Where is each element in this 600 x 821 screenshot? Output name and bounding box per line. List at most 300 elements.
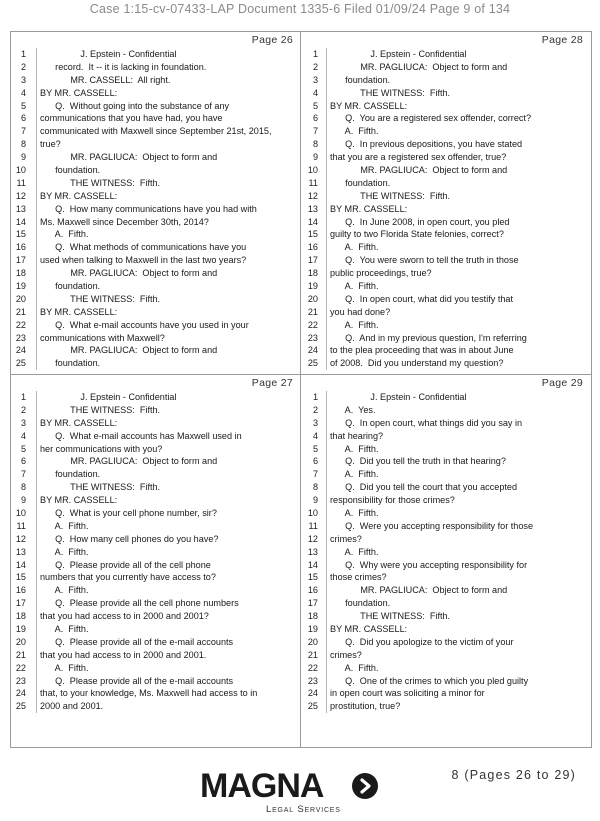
line-gutter-rule: [36, 293, 37, 306]
line-text: BY MR. CASSELL:: [330, 203, 408, 214]
line-number: 2: [312, 61, 318, 72]
line-number: 8: [20, 482, 26, 493]
line-gutter-rule: [326, 293, 327, 306]
line-number: 14: [15, 216, 26, 227]
line-gutter-rule: [36, 241, 37, 254]
transcript-line: [11, 87, 301, 100]
transcript-line: [11, 546, 301, 559]
line-gutter-rule: [36, 700, 37, 713]
transcript-line: [301, 494, 591, 507]
line-text: that you are a registered sex offender, true?: [330, 152, 507, 163]
line-gutter-rule: [36, 203, 37, 216]
transcript-line: [301, 254, 591, 267]
line-gutter-rule: [36, 571, 37, 584]
transcript-line: [301, 125, 591, 138]
line-text: THE WITNESS: Fifth.: [330, 611, 451, 622]
line-number: 11: [16, 520, 26, 531]
transcript-line: [11, 468, 301, 481]
transcript-line: [11, 584, 301, 597]
transcript-line: [11, 319, 301, 332]
transcript-line: [301, 228, 591, 241]
line-text: Q. What e-mail accounts has Maxwell used in: [40, 430, 242, 441]
line-number: 21: [15, 649, 26, 660]
transcript-line: [11, 404, 301, 417]
line-number: 5: [20, 443, 26, 454]
line-text: A. Fifth.: [330, 443, 379, 454]
line-number: 10: [15, 165, 26, 176]
line-gutter-rule: [326, 190, 327, 203]
line-number: 7: [312, 126, 318, 137]
line-gutter-rule: [36, 151, 37, 164]
line-text: MR. PAGLIUCA: Object to form and: [40, 152, 218, 163]
arrow-circle-icon: [352, 773, 378, 799]
line-number: 12: [15, 190, 26, 201]
line-gutter-rule: [36, 468, 37, 481]
line-gutter-rule: [36, 280, 37, 293]
line-text: A. Fifth.: [330, 126, 379, 137]
line-text: Q. You were sworn to tell the truth in those: [330, 255, 519, 266]
transcript-line: [301, 319, 591, 332]
transcript-line: [301, 559, 591, 572]
line-gutter-rule: [36, 494, 37, 507]
line-text: A. Fifth.: [40, 229, 89, 240]
page-number: Page 26: [251, 34, 293, 46]
line-text: foundation.: [40, 358, 101, 369]
line-gutter-rule: [326, 455, 327, 468]
transcript-line: [301, 687, 591, 700]
transcript-line: [301, 443, 591, 456]
line-text: foundation.: [40, 281, 101, 292]
line-number: 12: [15, 533, 26, 544]
line-gutter-rule: [36, 584, 37, 597]
transcript-line: [11, 164, 301, 177]
transcript-line: [11, 357, 301, 370]
line-number: 1: [312, 49, 318, 59]
line-text: that hearing?: [330, 430, 384, 441]
line-number: 20: [15, 293, 26, 304]
line-gutter-rule: [36, 100, 37, 113]
line-gutter-rule: [326, 203, 327, 216]
line-text: used when talking to Maxwell in the last two years?: [40, 255, 247, 266]
line-number: 18: [15, 268, 26, 279]
line-number: 23: [307, 675, 318, 686]
transcript-line: [11, 293, 301, 306]
line-text: Q. You are a registered sex offender, correct?: [330, 113, 532, 124]
transcript-line: [301, 649, 591, 662]
line-number: 24: [15, 345, 26, 356]
line-text: that you had access to in 2000 and 2001.: [40, 649, 207, 660]
transcript-line: [301, 190, 591, 203]
transcript-line: [11, 344, 301, 357]
line-number: 6: [20, 456, 26, 467]
line-number: 21: [15, 306, 26, 317]
line-number: 19: [15, 624, 26, 635]
line-number: 25: [307, 358, 318, 369]
line-number: 6: [312, 113, 318, 124]
line-gutter-rule: [326, 494, 327, 507]
line-text: BY MR. CASSELL:: [40, 417, 118, 428]
line-number: 3: [312, 74, 318, 85]
transcript-line: [301, 520, 591, 533]
line-gutter-rule: [36, 610, 37, 623]
line-text: J. Epstein - Confidential: [330, 392, 467, 402]
transcript-line: [301, 636, 591, 649]
transcript-line: [301, 293, 591, 306]
transcript-line: [11, 177, 301, 190]
line-text: Q. In June 2008, in open court, you pled: [330, 216, 510, 227]
transcript-line: [11, 74, 301, 87]
line-number: 3: [20, 74, 26, 85]
line-number: 12: [307, 533, 318, 544]
transcript-line: [301, 597, 591, 610]
line-number: 2: [20, 404, 26, 415]
line-gutter-rule: [326, 344, 327, 357]
transcript-line: [301, 481, 591, 494]
line-text: those crimes?: [330, 572, 387, 583]
line-gutter-rule: [36, 164, 37, 177]
line-text: Q. Did you tell the truth in that hearing?: [330, 456, 506, 467]
line-text: A. Fifth.: [40, 662, 89, 673]
transcript-line: [11, 417, 301, 430]
line-number: 17: [307, 598, 318, 609]
line-number: 23: [15, 675, 26, 686]
line-number: 20: [307, 293, 318, 304]
transcript-line: [11, 494, 301, 507]
line-text: to the plea proceeding that was in about June: [330, 345, 514, 356]
line-text: A. Fifth.: [330, 319, 379, 330]
transcript-line: [301, 417, 591, 430]
line-number: 19: [307, 624, 318, 635]
line-gutter-rule: [326, 520, 327, 533]
transcript-line: [11, 267, 301, 280]
transcript-line: [301, 700, 591, 713]
line-gutter-rule: [326, 280, 327, 293]
line-text: MR. PAGLIUCA: Object to form and: [40, 268, 218, 279]
transcript-line: [11, 520, 301, 533]
line-gutter-rule: [36, 61, 37, 74]
line-gutter-rule: [326, 700, 327, 713]
line-gutter-rule: [36, 344, 37, 357]
line-text: crimes?: [330, 533, 362, 544]
line-gutter-rule: [326, 584, 327, 597]
line-text: Q. In previous depositions, you have stated: [330, 139, 523, 150]
line-text: prostitution, true?: [330, 701, 401, 712]
transcript-lines: [11, 391, 301, 713]
line-text: THE WITNESS: Fifth.: [40, 293, 161, 304]
line-gutter-rule: [36, 533, 37, 546]
transcript-line: [301, 164, 591, 177]
line-number: 16: [15, 242, 26, 253]
transcript-line: [301, 571, 591, 584]
line-number: 9: [312, 495, 318, 506]
line-gutter-rule: [326, 357, 327, 370]
line-text: Q. Please provide all of the cell phone: [40, 559, 211, 570]
line-gutter-rule: [326, 417, 327, 430]
line-number: 10: [307, 508, 318, 519]
line-gutter-rule: [36, 357, 37, 370]
transcript-line: [301, 267, 591, 280]
line-text: Q. Please provide all of the e-mail accounts: [40, 675, 234, 686]
line-gutter-rule: [36, 662, 37, 675]
transcript-line: [301, 332, 591, 345]
line-text: communications that you have had, you have: [40, 113, 223, 124]
line-text: you had done?: [330, 306, 391, 317]
line-gutter-rule: [36, 417, 37, 430]
line-number: 8: [312, 482, 318, 493]
line-text: A. Fifth.: [330, 546, 379, 557]
transcript-page-28: [301, 32, 591, 374]
line-number: 15: [15, 229, 26, 240]
line-gutter-rule: [326, 87, 327, 100]
line-gutter-rule: [326, 177, 327, 190]
transcript-line: [301, 61, 591, 74]
transcript-grid: [10, 31, 592, 748]
line-gutter-rule: [326, 228, 327, 241]
transcript-line: [11, 649, 301, 662]
line-text: Q. Why were you accepting responsibility for: [330, 559, 528, 570]
transcript-line: [11, 481, 301, 494]
line-number: 25: [15, 358, 26, 369]
line-number: 1: [20, 392, 26, 402]
transcript-line: [301, 455, 591, 468]
transcript-line: [11, 241, 301, 254]
line-gutter-rule: [36, 332, 37, 345]
line-text: BY MR. CASSELL:: [330, 100, 408, 111]
transcript-line: [11, 48, 301, 61]
line-text: foundation.: [40, 165, 101, 176]
line-gutter-rule: [326, 481, 327, 494]
line-number: 22: [307, 662, 318, 673]
line-text: Q. One of the crimes to which you pled guilty: [330, 675, 529, 686]
line-number: 3: [20, 417, 26, 428]
transcript-line: [11, 662, 301, 675]
line-text: A. Yes.: [330, 404, 376, 415]
line-number: 2: [312, 404, 318, 415]
line-number: 4: [312, 87, 318, 98]
line-number: 13: [15, 546, 26, 557]
line-number: 13: [15, 203, 26, 214]
line-text: Q. How many cell phones do you have?: [40, 533, 219, 544]
line-gutter-rule: [326, 319, 327, 332]
line-gutter-rule: [36, 216, 37, 229]
line-number: 5: [312, 100, 318, 111]
line-text: Q. In open court, what did you testify that: [330, 293, 513, 304]
line-number: 4: [20, 87, 26, 98]
line-number: 17: [15, 255, 26, 266]
transcript-lines: [301, 391, 591, 713]
line-text: Q. Did you apologize to the victim of your: [330, 636, 514, 647]
line-text: public proceedings, true?: [330, 268, 432, 279]
transcript-line: [301, 138, 591, 151]
line-text: A. Fifth.: [330, 508, 379, 519]
line-text: Q. What e-mail accounts have you used in your: [40, 319, 249, 330]
line-gutter-rule: [326, 533, 327, 546]
line-number: 4: [20, 430, 26, 441]
line-gutter-rule: [326, 391, 327, 404]
page-number: Page 29: [541, 377, 583, 389]
line-text: A. Fifth.: [330, 662, 379, 673]
line-number: 20: [307, 636, 318, 647]
line-text: THE WITNESS: Fifth.: [330, 190, 451, 201]
line-number: 18: [307, 611, 318, 622]
line-text: Q. Did you tell the court that you accepted: [330, 482, 518, 493]
line-gutter-rule: [326, 623, 327, 636]
transcript-line: [11, 61, 301, 74]
transcript-line: [301, 533, 591, 546]
line-text: 2000 and 2001.: [40, 701, 104, 712]
line-text: Q. Were you accepting responsibility for those: [330, 520, 534, 531]
transcript-line: [11, 675, 301, 688]
line-number: 20: [15, 636, 26, 647]
page-number: Page 28: [541, 34, 583, 46]
line-gutter-rule: [36, 138, 37, 151]
line-number: 9: [312, 152, 318, 163]
line-gutter-rule: [326, 649, 327, 662]
line-gutter-rule: [326, 468, 327, 481]
page-range: 8 (Pages 26 to 29): [451, 768, 576, 782]
line-text: MR. PAGLIUCA: Object to form and: [40, 456, 218, 467]
transcript-line: [11, 203, 301, 216]
line-gutter-rule: [326, 443, 327, 456]
line-text: Q. How many communications have you had with: [40, 203, 257, 214]
line-number: 18: [307, 268, 318, 279]
line-gutter-rule: [326, 254, 327, 267]
transcript-line: [11, 391, 301, 404]
line-number: 22: [307, 319, 318, 330]
line-text: communicated with Maxwell since September 21st, 2015,: [40, 126, 272, 137]
line-number: 7: [20, 469, 26, 480]
transcript-lines: [301, 48, 591, 370]
line-text: foundation.: [330, 598, 391, 609]
transcript-line: [11, 700, 301, 713]
line-text: J. Epstein - Confidential: [330, 49, 467, 59]
line-number: 7: [20, 126, 26, 137]
line-number: 16: [307, 242, 318, 253]
page-number: Page 27: [251, 377, 293, 389]
line-gutter-rule: [326, 546, 327, 559]
line-gutter-rule: [36, 520, 37, 533]
line-text: foundation.: [330, 177, 391, 188]
line-gutter-rule: [36, 112, 37, 125]
line-text: A. Fifth.: [40, 520, 89, 531]
transcript-line: [301, 662, 591, 675]
line-gutter-rule: [326, 267, 327, 280]
line-gutter-rule: [36, 597, 37, 610]
line-gutter-rule: [36, 404, 37, 417]
transcript-line: [11, 306, 301, 319]
line-text: foundation.: [40, 469, 101, 480]
line-number: 24: [307, 345, 318, 356]
transcript-line: [11, 687, 301, 700]
line-text: MR. PAGLIUCA: Object to form and: [40, 345, 218, 356]
line-gutter-rule: [36, 228, 37, 241]
line-text: Q. In open court, what things did you say in: [330, 417, 523, 428]
line-gutter-rule: [36, 177, 37, 190]
line-number: 17: [15, 598, 26, 609]
line-gutter-rule: [326, 151, 327, 164]
line-gutter-rule: [326, 112, 327, 125]
line-number: 16: [15, 585, 26, 596]
line-text: responsibility for those crimes?: [330, 495, 455, 506]
transcript-line: [11, 332, 301, 345]
line-text: A. Fifth.: [330, 242, 379, 253]
line-text: BY MR. CASSELL:: [40, 87, 118, 98]
line-gutter-rule: [36, 254, 37, 267]
transcript-line: [301, 241, 591, 254]
line-number: 11: [308, 177, 318, 188]
line-number: 17: [307, 255, 318, 266]
transcript-page-29: [301, 375, 591, 717]
line-text: BY MR. CASSELL:: [40, 190, 118, 201]
transcript-line: [301, 507, 591, 520]
line-number: 18: [15, 611, 26, 622]
transcript-line: [301, 675, 591, 688]
line-number: 23: [307, 332, 318, 343]
line-gutter-rule: [326, 74, 327, 87]
transcript-line: [11, 254, 301, 267]
line-text: Q. And in my previous question, I'm referring: [330, 332, 527, 343]
line-gutter-rule: [36, 125, 37, 138]
line-gutter-rule: [36, 430, 37, 443]
line-text: A. Fifth.: [330, 281, 379, 292]
line-text: Q. Please provide all the cell phone numbers: [40, 598, 239, 609]
case-header: Case 1:15-cv-07433-LAP Document 1335-6 Filed 01/09/24 Page 9 of 134: [89, 2, 511, 16]
line-number: 8: [312, 139, 318, 150]
line-gutter-rule: [326, 404, 327, 417]
transcript-page-26: [11, 32, 301, 374]
line-gutter-rule: [326, 662, 327, 675]
line-number: 15: [15, 572, 26, 583]
line-number: 5: [312, 443, 318, 454]
line-text: communications with Maxwell?: [40, 332, 165, 343]
line-text: J. Epstein - Confidential: [40, 392, 177, 402]
transcript-line: [11, 533, 301, 546]
transcript-line: [301, 623, 591, 636]
line-gutter-rule: [326, 571, 327, 584]
line-text: MR. PAGLIUCA: Object to form and: [330, 61, 508, 72]
line-number: 19: [15, 281, 26, 292]
line-text: record. It -- it is lacking in foundation.: [40, 61, 207, 72]
transcript-line: [11, 455, 301, 468]
line-number: 23: [15, 332, 26, 343]
transcript-line: [11, 125, 301, 138]
transcript-line: [11, 430, 301, 443]
transcript-line: [11, 138, 301, 151]
transcript-line: [11, 443, 301, 456]
line-number: 14: [307, 216, 318, 227]
line-gutter-rule: [326, 559, 327, 572]
transcript-line: [11, 636, 301, 649]
line-number: 6: [312, 456, 318, 467]
line-gutter-rule: [36, 687, 37, 700]
transcript-line: [11, 100, 301, 113]
line-text: true?: [40, 139, 61, 150]
line-text: numbers that you currently have access to?: [40, 572, 216, 583]
transcript-line: [301, 100, 591, 113]
line-text: her communications with you?: [40, 443, 163, 454]
line-text: BY MR. CASSELL:: [40, 495, 118, 506]
line-text: A. Fifth.: [330, 469, 379, 480]
transcript-lines: [11, 48, 301, 370]
line-number: 8: [20, 139, 26, 150]
line-text: foundation.: [330, 74, 391, 85]
line-number: 9: [20, 495, 26, 506]
transcript-line: [11, 216, 301, 229]
transcript-line: [301, 468, 591, 481]
line-number: 7: [312, 469, 318, 480]
line-text: MR. PAGLIUCA: Object to form and: [330, 165, 508, 176]
transcript-line: [301, 344, 591, 357]
